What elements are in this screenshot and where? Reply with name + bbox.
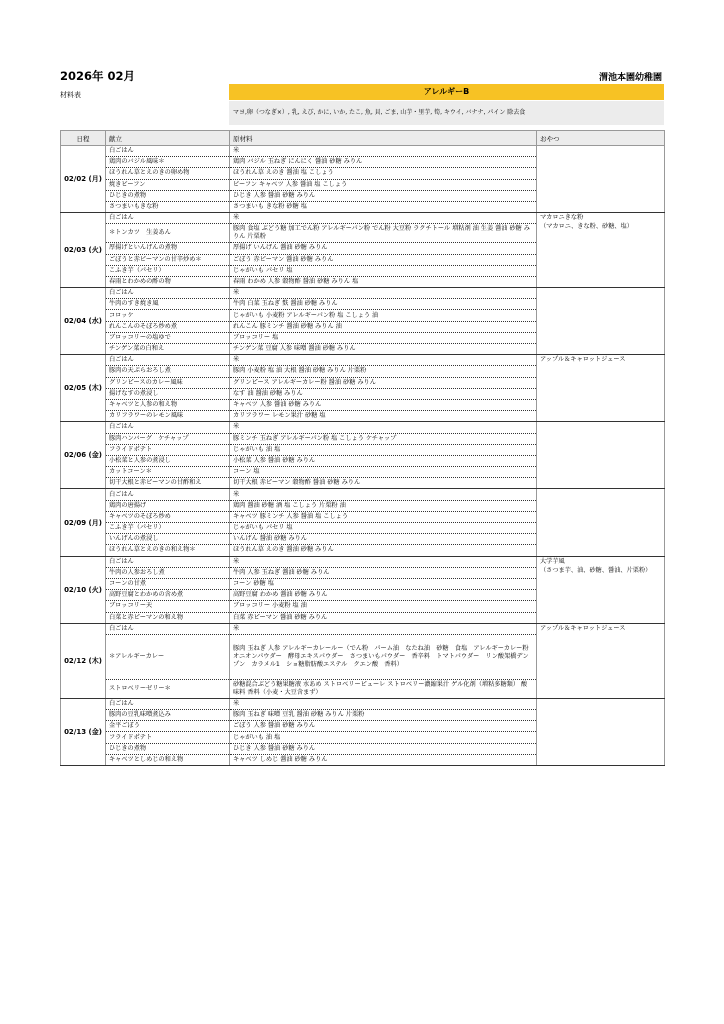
header-date: 日程 — [61, 131, 106, 146]
ingredient-list: いんげん 醤油 砂糖 みりん — [230, 534, 537, 545]
menu-item: チンゲン菜の白和え — [106, 344, 230, 355]
ingredient-list: 小松菜 人参 醤油 砂糖 みりん — [230, 455, 537, 466]
ingredient-list: カリフラワー レモン果汁 砂糖 塩 — [230, 411, 537, 422]
menu-item: 揚げなすの煮浸し — [106, 388, 230, 399]
menu-item: ほうれん草とえのきの卵め物 — [106, 168, 230, 179]
ingredient-list: 米 — [230, 146, 537, 157]
menu-item: 牛肉のすき焼き風 — [106, 299, 230, 310]
header-ingredients: 原材料 — [230, 131, 537, 146]
menu-item: 豚肉の天ぷらおろし煮 — [106, 366, 230, 377]
menu-item: 厚揚げといんげんの煮物 — [106, 243, 230, 254]
ingredient-list: キャベツ 人参 醤油 砂糖 みりん — [230, 399, 537, 410]
menu-item: キャベツとしめじの和え物 — [106, 754, 230, 765]
menu-item: 金平ごぼう — [106, 721, 230, 732]
menu-item: ＊トンカツ 生姜あん — [106, 224, 230, 243]
snack-cell — [537, 698, 665, 765]
ingredient-list: コーン 塩 — [230, 467, 537, 478]
snack-cell: マカロニきな粉 （マカロニ、きな粉、砂糖、塩） — [537, 213, 665, 288]
ingredient-list: 米 — [230, 556, 537, 567]
menu-item: ひじきの煮物 — [106, 190, 230, 201]
menu-item: 高野豆腐とわかめの含め煮 — [106, 590, 230, 601]
snack-cell — [537, 422, 665, 489]
menu-item: れんこんのそぼろ炒め煮 — [106, 321, 230, 332]
ingredient-list: ひじき 人参 醤油 砂糖 みりん — [230, 190, 537, 201]
ingredient-list: 春雨 わかめ 人参 穀物酢 醤油 砂糖 みりん 塩 — [230, 276, 537, 287]
ingredient-list: 砂糖混合ぶどう糖果糖液 水あめ ストロベリーピューレ ストロベリー濃縮果汁 ゲル化剤（増粘多糖類） 酸味料 香料（小麦・大豆含まず） — [230, 679, 537, 698]
ingredient-list: キャベツ しめじ 醤油 砂糖 みりん — [230, 754, 537, 765]
menu-item: フライドポテト — [106, 732, 230, 743]
ingredient-list: なす 油 醤油 砂糖 みりん — [230, 388, 537, 399]
table-row — [61, 213, 665, 224]
menu-item: 豚肉ハンバーグ ケチャップ — [106, 433, 230, 444]
table-row — [61, 556, 665, 567]
ingredient-list: 豚肉 小麦粉 塩 油 大根 醤油 砂糖 みりん 片栗粉 — [230, 366, 537, 377]
menu-item: 白ごはん — [106, 623, 230, 634]
table-row — [61, 623, 665, 634]
menu-item: いんげんの煮浸し — [106, 534, 230, 545]
menu-item: 豚肉の豆乳味噌煮込み — [106, 710, 230, 721]
ingredient-list: れんこん 豚ミンチ 醤油 砂糖 みりん 油 — [230, 321, 537, 332]
menu-item: ごぼうと赤ピーマンの甘辛炒め＊ — [106, 254, 230, 265]
ingredient-list: ひじき 人参 醤油 砂糖 みりん — [230, 743, 537, 754]
ingredient-list: ごぼう 赤ピーマン 醤油 砂糖 みりん — [230, 254, 537, 265]
menu-item: ほうれん草とえのきの和え物＊ — [106, 545, 230, 556]
menu-item: こふき芋（パセリ） — [106, 523, 230, 534]
menu-item: 鶏肉の唐揚げ — [106, 500, 230, 511]
snack-cell — [537, 489, 665, 556]
menu-item: キャベツと人参の和え物 — [106, 399, 230, 410]
allergen-list: マヨ,卵（つなぎ×）, 乳, えび, かに, いか, たこ, 魚, 貝, ごま, 山芋・里芋, 筍, キウイ, バナナ, パイン 除去食 — [229, 101, 664, 125]
ingredient-list: 牛肉 人参 玉ねぎ 醤油 砂糖 みりん — [230, 567, 537, 578]
menu-item: コロッケ — [106, 310, 230, 321]
ingredient-list: じゃがいも パセリ 塩 — [230, 523, 537, 534]
menu-item: 白菜と赤ピーマンの和え物 — [106, 612, 230, 623]
menu-item: 焼きビーフン — [106, 179, 230, 190]
menu-item: 白ごはん — [106, 489, 230, 500]
ingredient-list: 米 — [230, 623, 537, 634]
snack-cell — [537, 288, 665, 355]
ingredient-list: 牛肉 白菜 玉ねぎ 麩 醤油 砂糖 みりん — [230, 299, 537, 310]
menu-item: 白ごはん — [106, 422, 230, 433]
day-date: 02/04 (水) — [61, 288, 106, 355]
menu-item: カリフラワーのレモン風味 — [106, 411, 230, 422]
menu-item: こふき芋（パセリ） — [106, 265, 230, 276]
ingredient-list: キャベツ 豚ミンチ 人参 醤油 塩 こしょう — [230, 511, 537, 522]
ingredient-list: 豚ミンチ 玉ねぎ アレルギーパン粉 塩 こしょう ケチャップ — [230, 433, 537, 444]
ingredient-list: コーン 砂糖 塩 — [230, 578, 537, 589]
ingredient-list: ごぼう 人参 醤油 砂糖 みりん — [230, 721, 537, 732]
table-row — [61, 422, 665, 433]
ingredient-list: グリンピース アレルギーカレー粉 醤油 砂糖 みりん — [230, 377, 537, 388]
menu-item: グリンピースのカレー風味 — [106, 377, 230, 388]
day-date: 02/05 (木) — [61, 355, 106, 422]
ingredient-list: 豚肉 食塩 ぶどう糖 加工でん粉 アレルギーパン粉 でん粉 大豆粉 ラクチトール 増粘剤 油 生姜 醤油 砂糖 みりん 片栗粉 — [230, 224, 537, 243]
day-date: 02/12 (木) — [61, 623, 106, 698]
day-date: 02/10 (火) — [61, 556, 106, 623]
day-date: 02/02 (月) — [61, 146, 106, 213]
day-date: 02/03 (火) — [61, 213, 106, 288]
menu-item: 切干大根と赤ピーマンの甘酢和え — [106, 478, 230, 489]
menu-item: 牛肉の人参おろし煮 — [106, 567, 230, 578]
table-row — [61, 489, 665, 500]
menu-item: カットコーン＊ — [106, 467, 230, 478]
ingredient-list: 切干大根 赤ピーマン 穀物酢 醤油 砂糖 みりん — [230, 478, 537, 489]
ingredient-list: ブロッコリー 塩 — [230, 332, 537, 343]
menu-item: 白ごはん — [106, 213, 230, 224]
ingredient-list: 鶏肉 バジル 玉ねぎ にんにく 醤油 砂糖 みりん — [230, 157, 537, 168]
ingredient-list: 豚肉 玉ねぎ 人参 アレルギーカレールー（でん粉 パーム油 なたね油 砂糖 食塩 アレルギーカレー粉 オニオンパウダー 酵母エキスパウダー さつまいもパウダー 香辛料 トマトパウダー リン酸架橋デンプン カラメル1 ショ糖脂肪酸エステル クエン酸 香料） — [230, 634, 537, 679]
day-date: 02/06 (金) — [61, 422, 106, 489]
allergy-type-banner: アレルギーB — [229, 84, 664, 100]
ingredient-list: ビーフン キャベツ 人参 醤油 塩 こしょう — [230, 179, 537, 190]
ingredient-list: 鶏肉 醤油 砂糖 酒 塩 こしょう 片栗粉 油 — [230, 500, 537, 511]
ingredient-list: 米 — [230, 355, 537, 366]
page-title: 2026年 02月 — [60, 69, 136, 83]
snack-cell: アップル＆キャロットジュース — [537, 355, 665, 422]
ingredient-list: 豚肉 玉ねぎ 味噌 豆乳 醤油 砂糖 みりん 片栗粉 — [230, 710, 537, 721]
ingredient-list: じゃがいも 油 塩 — [230, 444, 537, 455]
ingredient-list: 米 — [230, 698, 537, 709]
organization-name: 渭池本園幼稚園 — [598, 73, 662, 83]
menu-item: 鶏肉のバジル風味＊ — [106, 157, 230, 168]
table-header-row — [61, 131, 665, 146]
ingredient-list: じゃがいも 小麦粉 アレルギーパン粉 塩 こしょう 油 — [230, 310, 537, 321]
ingredient-list: ブロッコリー 小麦粉 塩 油 — [230, 601, 537, 612]
menu-table — [60, 130, 665, 766]
menu-item: フライドポテト — [106, 444, 230, 455]
snack-cell: 大学芋風 （さつま芋、油、砂糖、醤油、片栗粉） — [537, 556, 665, 623]
menu-item: ストロベリーゼリー＊ — [106, 679, 230, 698]
menu-item: 白ごはん — [106, 288, 230, 299]
ingredient-list: 白菜 赤ピーマン 醤油 砂糖 みりん — [230, 612, 537, 623]
menu-item: 白ごはん — [106, 146, 230, 157]
menu-item: さつまいもきな粉 — [106, 201, 230, 212]
menu-item: 小松菜と人参の煮浸し — [106, 455, 230, 466]
day-date: 02/13 (金) — [61, 698, 106, 765]
ingredient-list: 米 — [230, 422, 537, 433]
ingredient-list: 米 — [230, 489, 537, 500]
menu-item: キャベツのそぼろ炒め — [106, 511, 230, 522]
menu-item: ＊アレルギーカレー — [106, 634, 230, 679]
menu-item: 白ごはん — [106, 698, 230, 709]
menu-item: 春雨とわかめの酢の物 — [106, 276, 230, 287]
header-menu: 献立 — [106, 131, 230, 146]
ingredient-list: さつまいも きな粉 砂糖 塩 — [230, 201, 537, 212]
table-row — [61, 355, 665, 366]
menu-item: コーンの甘煮 — [106, 578, 230, 589]
menu-item: ひじきの煮物 — [106, 743, 230, 754]
ingredient-list: 厚揚げ いんげん 醤油 砂糖 みりん — [230, 243, 537, 254]
table-row — [61, 146, 665, 157]
ingredient-list: 米 — [230, 213, 537, 224]
ingredient-list: ほうれん草 えのき 醤油 砂糖 みりん — [230, 545, 537, 556]
table-row — [61, 698, 665, 709]
header-snack: おやつ — [537, 131, 665, 146]
menu-item: 白ごはん — [106, 556, 230, 567]
table-row — [61, 288, 665, 299]
ingredient-list: ほうれん草 えのき 醤油 塩 こしょう — [230, 168, 537, 179]
menu-item: 白ごはん — [106, 355, 230, 366]
ingredient-list: チンゲン菜 豆腐 人参 味噌 醤油 砂糖 みりん — [230, 344, 537, 355]
day-date: 02/09 (月) — [61, 489, 106, 556]
page-subtitle: 材料表 — [60, 91, 81, 99]
snack-cell — [537, 146, 665, 213]
menu-item: ブロッコリー天 — [106, 601, 230, 612]
ingredient-list: じゃがいも パセリ 塩 — [230, 265, 537, 276]
snack-cell: アップル＆キャロットジュース — [537, 623, 665, 698]
menu-item: ブロッコリーの塩ゆで — [106, 332, 230, 343]
ingredient-list: 米 — [230, 288, 537, 299]
ingredient-list: じゃがいも 油 塩 — [230, 732, 537, 743]
ingredient-list: 高野豆腐 わかめ 醤油 砂糖 みりん — [230, 590, 537, 601]
